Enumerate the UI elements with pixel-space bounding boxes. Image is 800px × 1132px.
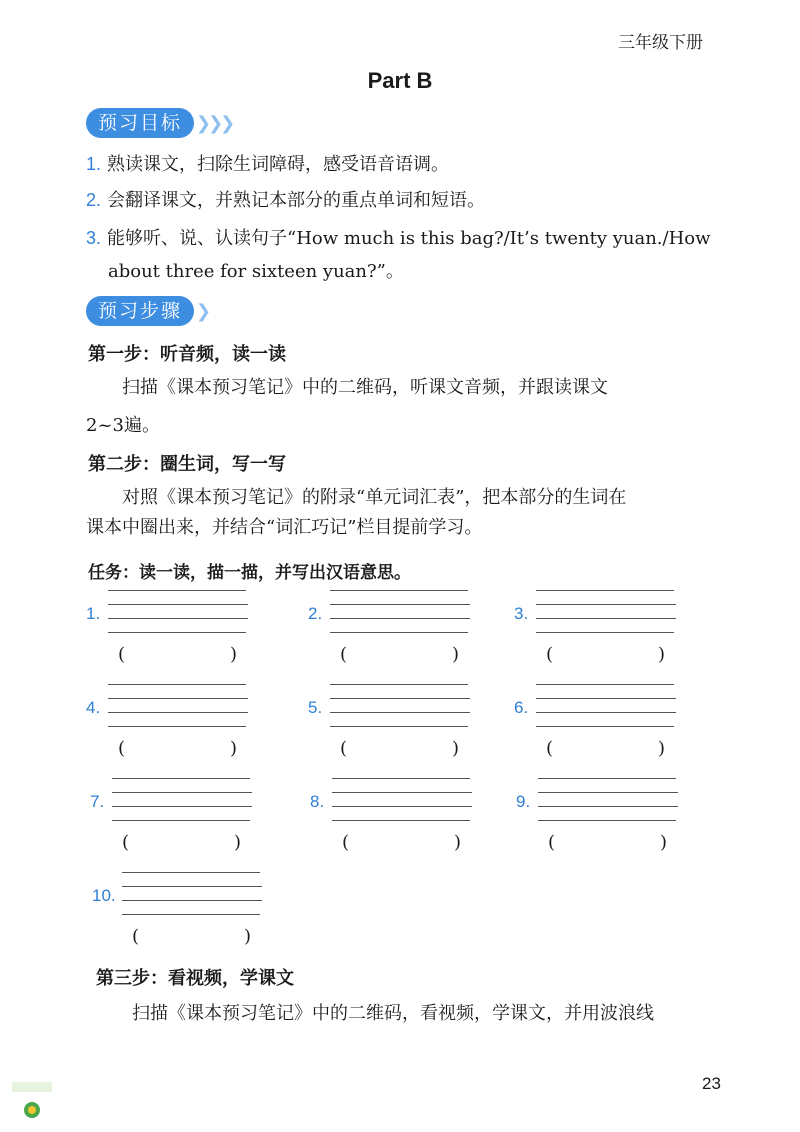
task-instruction: 任务：读一读，描一描，并写出汉语意思。 [88, 563, 411, 583]
step-3-title: 第三步：看视频，学课文 [96, 968, 294, 989]
writing-line[interactable] [122, 886, 262, 887]
chevron-icon: ❯ [196, 300, 209, 322]
meaning-paren-close: ) [234, 832, 242, 853]
writing-line[interactable] [536, 726, 674, 727]
vocab-item-number: 5. [308, 698, 323, 717]
goal-number: 1. [86, 154, 102, 174]
meaning-paren-close: ) [230, 644, 238, 665]
writing-line[interactable] [330, 632, 468, 633]
step-2-line-1: 对照《课本预习笔记》的附录“单元词汇表”，把本部分的生词在 [122, 487, 627, 508]
meaning-paren-open: ( [132, 926, 140, 947]
writing-line[interactable] [538, 806, 678, 807]
meaning-paren-open: ( [122, 832, 130, 853]
vocab-item [514, 582, 714, 672]
double-chevron-icon: ❯❯❯ [196, 112, 233, 134]
writing-line[interactable] [538, 778, 676, 779]
vocab-item-number: 3. [514, 604, 529, 623]
writing-line[interactable] [332, 778, 470, 779]
meaning-paren-close: ) [658, 738, 666, 759]
goal-text: 能够听、说、认读句子“How much is this bag?/It’s twenty yuan./How [107, 228, 711, 249]
vocab-item [308, 582, 508, 672]
meaning-paren-close: ) [660, 832, 668, 853]
writing-line[interactable] [536, 684, 674, 685]
vocab-item-number: 7. [90, 792, 105, 811]
vocab-item [86, 582, 286, 672]
meaning-paren-close: ) [452, 644, 460, 665]
vocab-item [86, 676, 286, 766]
writing-line[interactable] [536, 618, 676, 619]
meaning-paren-open: ( [546, 738, 554, 759]
vocab-item [516, 770, 716, 860]
vocab-item [514, 676, 714, 766]
writing-line[interactable] [536, 698, 676, 699]
section-steps-label: 预习步骤 [86, 296, 194, 326]
meaning-paren-open: ( [340, 738, 348, 759]
goal-item-1 [86, 150, 449, 179]
section-goals-badge [86, 108, 232, 138]
vocab-item-number: 4. [86, 698, 101, 717]
meaning-paren-close: ) [244, 926, 252, 947]
page-number: 23 [702, 1074, 721, 1093]
goal-number: 2. [86, 190, 102, 210]
meaning-paren-close: ) [230, 738, 238, 759]
writing-line[interactable] [108, 632, 246, 633]
writing-line[interactable] [330, 590, 468, 591]
step-1-line-1: 扫描《课本预习笔记》中的二维码，听课文音频，并跟读课文 [122, 377, 608, 398]
writing-line[interactable] [122, 900, 262, 901]
step-2-line-2: 课本中圈出来，并结合“词汇巧记”栏目提前学习。 [86, 517, 483, 538]
goal-text: 熟读课文，扫除生词障碍，感受语音语调。 [107, 154, 450, 175]
goal-text: 会翻译课文，并熟记本部分的重点单词和短语。 [107, 190, 486, 211]
writing-line[interactable] [108, 726, 246, 727]
vocab-item [92, 864, 292, 954]
meaning-paren-close: ) [454, 832, 462, 853]
step-1-title: 第一步：听音频，读一读 [88, 344, 286, 365]
writing-line[interactable] [538, 792, 678, 793]
writing-line[interactable] [330, 726, 468, 727]
writing-line[interactable] [112, 792, 252, 793]
writing-line[interactable] [536, 590, 674, 591]
writing-line[interactable] [112, 820, 250, 821]
meaning-paren-close: ) [452, 738, 460, 759]
writing-line[interactable] [536, 632, 674, 633]
step-2-title: 第二步：圈生词，写一写 [88, 454, 286, 475]
writing-line[interactable] [332, 792, 472, 793]
vocab-item-number: 2. [308, 604, 323, 623]
grade-label: 三年级下册 [618, 33, 703, 53]
writing-line[interactable] [536, 712, 676, 713]
publisher-logo [12, 1082, 52, 1122]
meaning-paren-open: ( [342, 832, 350, 853]
writing-line[interactable] [108, 712, 248, 713]
writing-line[interactable] [108, 684, 246, 685]
writing-line[interactable] [330, 712, 470, 713]
vocab-item-number: 1. [86, 604, 101, 623]
writing-line[interactable] [332, 820, 470, 821]
meaning-paren-close: ) [658, 644, 666, 665]
writing-line[interactable] [538, 820, 676, 821]
writing-line[interactable] [122, 914, 260, 915]
vocab-item [90, 770, 290, 860]
page-title: Part B [367, 68, 433, 93]
writing-line[interactable] [108, 590, 246, 591]
meaning-paren-open: ( [118, 738, 126, 759]
writing-line[interactable] [330, 698, 470, 699]
meaning-paren-open: ( [548, 832, 556, 853]
writing-line[interactable] [330, 684, 468, 685]
meaning-paren-open: ( [118, 644, 126, 665]
goal-item-2 [86, 186, 485, 215]
section-steps-badge [86, 296, 208, 326]
goal-item-3-continuation: about three for sixteen yuan?”。 [108, 261, 404, 282]
vocab-item [308, 676, 508, 766]
writing-line[interactable] [112, 778, 250, 779]
section-goals-label: 预习目标 [86, 108, 194, 138]
writing-line[interactable] [332, 806, 472, 807]
vocab-item-number: 8. [310, 792, 325, 811]
vocab-item-number: 9. [516, 792, 531, 811]
writing-line[interactable] [108, 618, 248, 619]
writing-line[interactable] [330, 618, 470, 619]
vocab-item-number: 6. [514, 698, 529, 717]
step-1-line-2: 2~3遍。 [86, 415, 160, 436]
goal-number: 3. [86, 228, 102, 248]
vocab-item [310, 770, 510, 860]
writing-line[interactable] [122, 872, 260, 873]
writing-line[interactable] [112, 806, 252, 807]
writing-line[interactable] [536, 604, 676, 605]
step-3-line-1: 扫描《课本预习笔记》中的二维码，看视频，学课文，并用波浪线 [132, 1003, 654, 1024]
goal-item-3 [86, 224, 711, 253]
meaning-paren-open: ( [546, 644, 554, 665]
writing-line[interactable] [108, 698, 248, 699]
writing-line[interactable] [108, 604, 248, 605]
meaning-paren-open: ( [340, 644, 348, 665]
vocab-item-number: 10. [92, 886, 116, 905]
writing-line[interactable] [330, 604, 470, 605]
